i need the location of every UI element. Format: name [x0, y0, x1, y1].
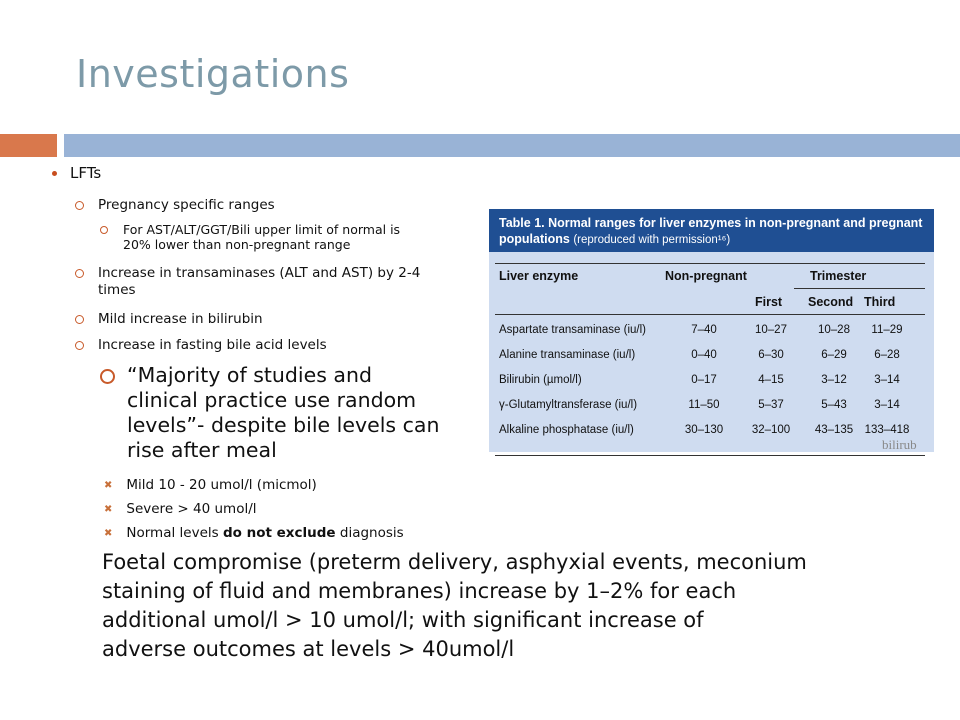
bullet-text: Normal levels	[126, 525, 223, 541]
bullet-mild	[104, 477, 317, 493]
bullet-text: Mild 10 - 20 umol/l (micmol)	[126, 477, 317, 493]
circle-bullet-icon	[100, 226, 108, 234]
caption-line: populations	[499, 232, 574, 246]
bullet-text: Pregnancy specific ranges	[98, 197, 275, 213]
cross-bullet-icon: ✖	[104, 503, 113, 515]
table-cell-value: 3–12	[821, 374, 847, 386]
table-cell-value: 11–29	[871, 324, 903, 336]
bullet-quote	[100, 363, 480, 463]
header-bar-blue	[64, 134, 960, 157]
cross-bullet-icon: ✖	[104, 479, 113, 491]
paragraph-line: Foetal compromise (preterm delivery, asphyxial events, meconium	[102, 550, 807, 574]
header-bar-orange	[0, 134, 57, 157]
circle-bullet-icon	[75, 341, 84, 350]
table-cell-value: 11–50	[688, 399, 720, 411]
caption-line: Table 1. Normal ranges for liver enzymes in non-pregnant and pregnant	[499, 216, 923, 230]
bullet-text: Severe > 40 umol/l	[126, 501, 257, 517]
col-header-first: First	[755, 295, 783, 309]
table-rule	[495, 263, 925, 264]
col-header-trimester: Trimester	[810, 269, 867, 283]
bullet-text: Mild increase in bilirubin	[98, 311, 263, 327]
bullet-transaminases	[75, 265, 475, 299]
circle-bullet-icon	[75, 201, 84, 210]
caption-permission: (reproduced with permission¹⁶)	[573, 234, 731, 246]
cropped-text-fragment: bilirub	[882, 437, 917, 452]
col-header-second: Second	[808, 295, 854, 309]
paragraph-line: staining of fluid and membranes) increase by 1–2% for each	[102, 579, 737, 603]
foetal-compromise-paragraph	[102, 548, 882, 664]
table-cell-value: 3–14	[874, 374, 900, 386]
table-rule	[495, 314, 925, 315]
bullet-text-line: Increase in transaminases (ALT and AST) by 2-4	[98, 265, 421, 281]
table-cell-value: 5–43	[821, 399, 847, 411]
table-cell-value: 6–28	[874, 349, 900, 361]
bullet-text-bold: do not exclude	[222, 525, 336, 541]
circle-bullet-icon	[75, 315, 84, 324]
quote-line: levels”- despite bile levels can	[127, 413, 440, 437]
table-cell-value: 4–15	[758, 374, 784, 386]
table-cell-value: 3–14	[874, 399, 900, 411]
quote-line: rise after meal	[127, 438, 277, 462]
quote-line: “Majority of studies and	[127, 363, 372, 387]
table-cell-enzyme: Aspartate transaminase (iu/l)	[499, 324, 647, 336]
table-cell-enzyme: Alanine transaminase (iu/l)	[499, 349, 636, 361]
table-cell-value: 7–40	[691, 324, 717, 336]
bullet-upper-limit	[100, 222, 470, 252]
bullet-text-line: times	[98, 282, 136, 298]
bullet-pregnancy-ranges	[75, 197, 475, 213]
liver-enzyme-table-image	[489, 209, 934, 452]
table-cell-enzyme: Bilirubin (µmol/l)	[499, 374, 582, 386]
bullet-dot-icon	[52, 171, 57, 176]
bullet-text-line: 20% lower than non-pregnant range	[123, 237, 351, 252]
table-cell-enzyme: γ-Glutamyltransferase (iu/l)	[499, 399, 638, 411]
bullet-bilirubin	[75, 311, 475, 327]
circle-bullet-icon	[75, 269, 84, 278]
paragraph-line: adverse outcomes at levels > 40umol/l	[102, 637, 515, 661]
bullet-text: Increase in fasting bile acid levels	[98, 337, 327, 353]
slide-title: Investigations	[76, 52, 350, 96]
col-header-nonpregnant: Non-pregnant	[665, 269, 747, 283]
paragraph-line: additional umol/l > 10 umol/l; with significant increase of	[102, 608, 704, 632]
bullet-text: LFTs	[70, 164, 102, 182]
table-cell-value: 30–130	[684, 424, 724, 436]
col-header-enzyme: Liver enzyme	[499, 269, 579, 283]
table-cell-value: 6–30	[758, 349, 784, 361]
table-cell-value: 43–135	[814, 424, 854, 436]
table-cell-value: 0–40	[691, 349, 717, 361]
table-cell-value: 10–28	[818, 324, 850, 336]
table-cell-value: 10–27	[755, 324, 787, 336]
table-cell-enzyme: Alkaline phosphatase (iu/l)	[499, 424, 634, 436]
bullet-text: diagnosis	[335, 525, 404, 541]
col-header-third: Third	[864, 295, 896, 309]
bullet-lfts	[52, 164, 101, 182]
quote-line: clinical practice use random	[127, 388, 417, 412]
table-rule	[495, 455, 925, 456]
table-cell-value: 0–17	[691, 374, 717, 386]
table-cell-value: 6–29	[821, 349, 847, 361]
bullet-text-line: For AST/ALT/GGT/Bili upper limit of normal is	[123, 222, 401, 237]
bullet-bile-acid	[75, 337, 475, 353]
table-caption	[489, 209, 934, 252]
table-cell-value: 32–100	[751, 424, 791, 436]
table-cell-value: 5–37	[758, 399, 784, 411]
table-rule	[794, 288, 925, 289]
bullet-severe	[104, 501, 257, 517]
cross-bullet-icon: ✖	[104, 527, 113, 539]
circle-bullet-icon	[100, 369, 115, 384]
table-cell-value: 133–418	[864, 424, 910, 436]
bullet-normal	[104, 525, 404, 541]
